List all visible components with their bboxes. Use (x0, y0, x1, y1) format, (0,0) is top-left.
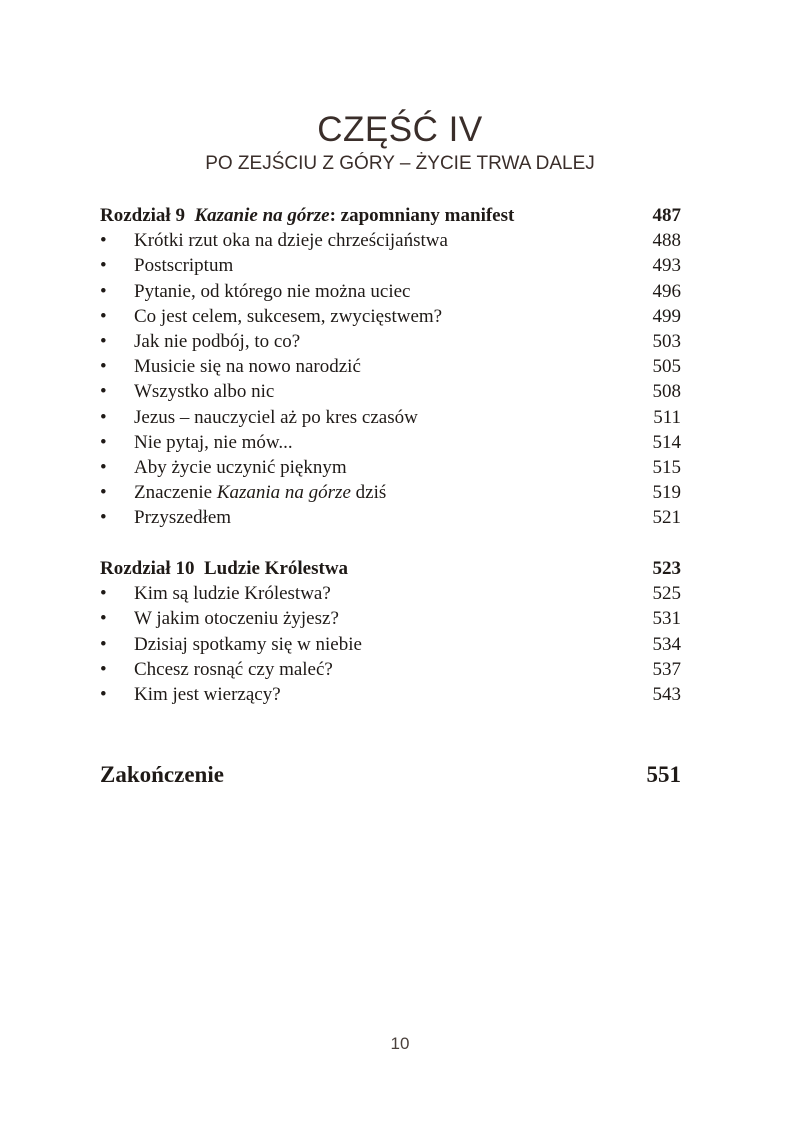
toc-item-title: Musicie się na nowo narodzić (134, 356, 361, 378)
toc-item-title: Dzisiaj spotkamy się w niebie (134, 633, 362, 655)
bullet-icon: • (100, 381, 107, 403)
toc-item-title (134, 480, 386, 505)
toc-item-title: Przyszedłem (134, 507, 232, 529)
toc-item-title: Nie pytaj, nie mów... (134, 431, 293, 453)
toc-item-title: Jezus – nauczyciel aż po kres czasów (134, 406, 418, 428)
bullet-icon: • (100, 330, 107, 352)
toc-item-title: Krótki rzut oka na dzieje chrześcijaństwa (134, 230, 448, 252)
toc-item-title: W jakim otoczeniu żyjesz? (134, 608, 339, 630)
toc-item-page: 488 (652, 230, 681, 252)
bullet-icon: • (100, 456, 107, 478)
toc-item-page: 505 (652, 356, 681, 378)
chapter-title (100, 556, 348, 581)
toc-item-title: Wszystko albo nic (134, 381, 275, 403)
chapter-title-italic: Kazanie na górze (194, 205, 330, 226)
chapter-title-rest: : zapomniany manifest (329, 205, 515, 226)
toc-item-title-italic: Kazania na górze (216, 482, 351, 504)
bullet-icon: • (100, 683, 107, 705)
toc-item-title: Aby życie uczynić pięknym (134, 456, 347, 478)
toc-item-page: 508 (652, 381, 681, 403)
bullet-icon: • (100, 305, 107, 327)
bullet-icon: • (100, 406, 107, 428)
toc-item[interactable] (100, 354, 681, 379)
toc-item[interactable] (100, 228, 681, 253)
toc-item[interactable] (100, 480, 681, 505)
toc-item[interactable] (100, 430, 681, 455)
toc-chapter-10 (100, 556, 681, 707)
part-subtitle: PO ZEJŚCIU Z GÓRY – ŻYCIE TRWA DALEJ (205, 153, 595, 174)
chapter-label: Rozdział 10 (100, 558, 195, 579)
page-number: 10 (390, 1034, 410, 1053)
toc-item[interactable] (100, 279, 681, 304)
toc-item[interactable] (100, 329, 681, 354)
toc-item-page: 511 (653, 406, 681, 428)
toc-item-page: 543 (652, 683, 681, 705)
toc-item-page: 514 (652, 431, 681, 453)
toc-item[interactable] (100, 657, 681, 682)
chapter-title-rest: Ludzie Królestwa (203, 558, 349, 579)
toc-item-page: 521 (652, 507, 681, 529)
toc-item-page: 503 (652, 330, 681, 352)
toc-item-page: 534 (652, 633, 681, 655)
toc-item[interactable] (100, 505, 681, 530)
chapter-heading[interactable] (100, 203, 681, 228)
toc-item-page: 537 (652, 658, 681, 680)
chapter-page-number: 487 (652, 205, 681, 226)
toc-item-title: Kim są ludzie Królestwa? (134, 583, 331, 605)
toc-item-page: 515 (652, 456, 681, 478)
toc-item-title: Chcesz rosnąć czy maleć? (134, 658, 333, 680)
bullet-icon: • (100, 608, 107, 630)
bullet-icon: • (100, 230, 107, 252)
bullet-icon: • (100, 356, 107, 378)
toc-ending[interactable] (100, 760, 681, 790)
toc-item[interactable] (100, 455, 681, 480)
toc-item-page: 519 (652, 482, 681, 504)
toc-item-title-before: Znaczenie (134, 482, 217, 504)
bullet-icon: • (100, 583, 107, 605)
toc-item[interactable] (100, 632, 681, 657)
toc-item-page: 493 (652, 255, 681, 277)
ending-title: Zakończenie (100, 762, 224, 787)
bullet-icon: • (100, 431, 107, 453)
chapter-title (100, 203, 514, 228)
toc-item-title-after: dziś (350, 482, 387, 504)
toc-item-title: Co jest celem, sukcesem, zwycięstwem? (134, 305, 443, 327)
toc-item[interactable] (100, 379, 681, 404)
ending-page-number: 551 (646, 762, 681, 787)
bullet-icon: • (100, 658, 107, 680)
bullet-icon: • (100, 633, 107, 655)
toc-item-page: 531 (652, 608, 681, 630)
bullet-icon: • (100, 255, 107, 277)
toc-item-page: 499 (652, 305, 681, 327)
toc-item[interactable] (100, 606, 681, 631)
part-title: CZĘŚĆ IV (317, 110, 483, 149)
toc-item-title: Postscriptum (134, 255, 234, 277)
chapter-page-number: 523 (652, 558, 681, 579)
toc-item-page: 525 (652, 583, 681, 605)
chapter-heading[interactable] (100, 556, 681, 581)
bullet-icon: • (100, 280, 107, 302)
bullet-icon: • (100, 507, 107, 529)
toc-item[interactable] (100, 405, 681, 430)
chapter-label: Rozdział 9 (100, 205, 185, 226)
toc-item[interactable] (100, 581, 681, 606)
toc-chapter-9 (100, 203, 681, 530)
toc-item[interactable] (100, 253, 681, 278)
toc-item-page: 496 (652, 280, 681, 302)
toc-item-title: Jak nie podbój, to co? (134, 330, 301, 352)
toc-item[interactable] (100, 304, 681, 329)
bullet-icon: • (100, 482, 107, 504)
toc-item-title: Kim jest wierzący? (134, 683, 281, 705)
toc-item-title: Pytanie, od którego nie można uciec (134, 280, 411, 302)
toc-item[interactable] (100, 682, 681, 707)
